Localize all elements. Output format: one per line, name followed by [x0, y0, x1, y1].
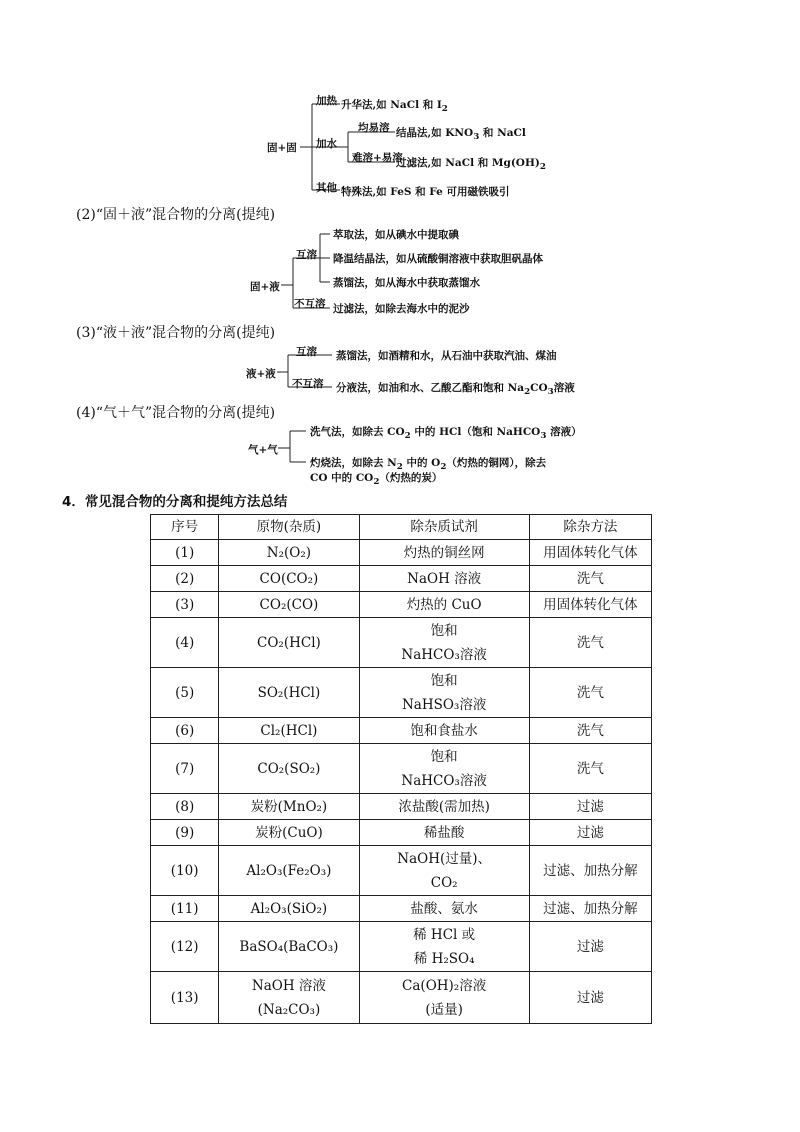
cell-reagent — [359, 618, 529, 668]
cell-method — [529, 846, 651, 896]
cell-reagent — [359, 972, 529, 1024]
cell-reagent-line: NaOH(过量)、 — [397, 850, 492, 867]
diagram4-root: 气+气 — [248, 444, 278, 456]
cell-original-line: 炭粉(CuO) — [255, 824, 323, 841]
cell-reagent — [359, 744, 529, 794]
cell-original — [219, 896, 359, 922]
cell-method-line: 过滤、加热分解 — [543, 862, 638, 879]
diagram2-miscible-label: 互溶 — [296, 249, 317, 261]
cell-original-line: CO(CO₂) — [259, 570, 319, 587]
cell-method-line: 洗气 — [576, 722, 604, 739]
cell-number — [151, 846, 219, 896]
cell-method-line: 洗气 — [576, 684, 604, 701]
cell-number-line: (6) — [175, 722, 195, 739]
cell-number-line: (7) — [175, 760, 195, 777]
cell-reagent-line: 稀 H₂SO₄ — [413, 950, 475, 967]
diagram1-root: 固+固 — [267, 142, 297, 154]
heading-solid-liquid: (2)“固＋液”混合物的分离(提纯) — [76, 207, 276, 223]
diagram4-burning-method-line2: CO 中的 $CO_2$（灼热的炭） — [310, 472, 443, 488]
cell-original-line: NaOH 溶液 — [251, 977, 326, 994]
cell-reagent-line: 饱和食盐水 — [410, 722, 478, 739]
cell-method — [529, 718, 651, 744]
separation-methods-table — [150, 514, 652, 1024]
diagram3-immiscible-label: 不互溶 — [292, 378, 324, 390]
table-row — [151, 668, 652, 718]
diagram1-sub-insoluble-method: 过滤法,如 NaCl 和 $Mg(OH)_2$ — [396, 157, 546, 173]
cell-method-line: 洗气 — [576, 760, 604, 777]
cell-method-line: 用固体转化气体 — [543, 596, 638, 613]
cell-number — [151, 896, 219, 922]
header-number: 序号 — [151, 515, 219, 540]
cell-original-line: CO₂(SO₂) — [257, 760, 321, 777]
cell-number — [151, 618, 219, 668]
diagram3-separation-method: 分液法，如油和水、乙酸乙酯和饱和 $Na_2CO_3$溶液 — [336, 382, 575, 398]
diagram3-distillation-method: 蒸馏法，如酒精和水，从石油中获取汽油、煤油 — [336, 350, 557, 362]
diagram1-sub-soluble-label: 均易溶 — [358, 122, 390, 134]
diagram1-branch-other-method: 特殊法,如 FeS 和 Fe 可用磁铁吸引 — [341, 186, 510, 198]
cell-number — [151, 922, 219, 972]
header-method: 除杂方法 — [529, 515, 651, 540]
cell-reagent — [359, 922, 529, 972]
cell-reagent-line: 饱和 — [430, 672, 458, 689]
cell-reagent-line: NaOH 溶液 — [407, 570, 482, 587]
cell-method — [529, 896, 651, 922]
cell-number-line: (9) — [175, 824, 195, 841]
cell-number — [151, 540, 219, 566]
cell-number — [151, 820, 219, 846]
table-row — [151, 744, 652, 794]
table-header-row — [151, 515, 652, 540]
cell-original-line: SO₂(HCl) — [257, 684, 321, 701]
cell-original — [219, 846, 359, 896]
cell-number-line: (8) — [175, 798, 195, 815]
diagram1-branch-other-label: 其他 — [316, 182, 337, 194]
cell-number — [151, 592, 219, 618]
cell-original — [219, 718, 359, 744]
cell-original-line: Al₂O₃(Fe₂O₃) — [246, 862, 332, 879]
diagram2-immiscible-label: 不互溶 — [294, 298, 326, 310]
diagram3-miscible-label: 互溶 — [296, 346, 317, 358]
diagram3-root: 液+液 — [246, 368, 276, 380]
cell-number-line: (11) — [170, 900, 199, 917]
cell-method — [529, 922, 651, 972]
cell-number — [151, 972, 219, 1024]
cell-method-line: 过滤 — [576, 989, 604, 1006]
cell-reagent — [359, 820, 529, 846]
cell-method — [529, 566, 651, 592]
cell-reagent — [359, 566, 529, 592]
cell-method — [529, 540, 651, 566]
cell-method — [529, 820, 651, 846]
cell-method — [529, 668, 651, 718]
cell-method — [529, 794, 651, 820]
table-row — [151, 718, 652, 744]
table-row — [151, 592, 652, 618]
cell-original-line: CO₂(HCl) — [257, 634, 321, 651]
cell-method-line: 洗气 — [576, 570, 604, 587]
header-reagent: 除杂质试剂 — [359, 515, 529, 540]
cell-original — [219, 794, 359, 820]
section-title-summary: 4．常见混合物的分离和提纯方法总结 — [62, 494, 288, 510]
cell-reagent-line: (适量) — [425, 1001, 463, 1018]
cell-reagent-line: Ca(OH)₂溶液 — [402, 977, 487, 994]
cell-reagent — [359, 592, 529, 618]
cell-number — [151, 566, 219, 592]
cell-reagent — [359, 718, 529, 744]
cell-original — [219, 592, 359, 618]
diagram2-item-distillation: 蒸馏法，如从海水中获取蒸馏水 — [333, 277, 480, 289]
table-row — [151, 922, 652, 972]
cell-method — [529, 618, 651, 668]
cell-original-line: Cl₂(HCl) — [260, 722, 318, 739]
cell-number — [151, 744, 219, 794]
cell-original — [219, 540, 359, 566]
cell-number-line: (10) — [170, 862, 199, 879]
cell-reagent-line: 浓盐酸(需加热) — [398, 798, 490, 815]
cell-original-line: (Na₂CO₃) — [257, 1001, 321, 1018]
cell-number-line: (5) — [175, 684, 195, 701]
cell-number — [151, 794, 219, 820]
cell-original-line: CO₂(CO) — [259, 596, 319, 613]
cell-number-line: (13) — [170, 989, 199, 1006]
header-original-substance: 原物(杂质) — [219, 515, 359, 540]
cell-reagent-line: NaHCO₃溶液 — [401, 772, 487, 789]
heading-gas-gas: (4)“气＋气”混合物的分离(提纯) — [76, 405, 276, 421]
diagram4-burning-method-line1: 灼烧法，如除去 $N_2$ 中的 $O_2$（灼热的铜网），除去 — [310, 457, 547, 473]
cell-number-line: (1) — [175, 544, 195, 561]
cell-original — [219, 668, 359, 718]
cell-original-line: BaSO₄(BaCO₃) — [239, 938, 339, 955]
cell-method-line: 用固体转化气体 — [543, 544, 638, 561]
cell-reagent-line: CO₂ — [430, 874, 458, 891]
table-row — [151, 972, 652, 1024]
cell-method-line: 过滤 — [576, 798, 604, 815]
diagram1-sub-soluble-method: 结晶法,如 $KNO_3$ 和 NaCl — [396, 127, 526, 143]
cell-method-line: 过滤 — [576, 938, 604, 955]
cell-number-line: (12) — [170, 938, 199, 955]
table-row — [151, 846, 652, 896]
diagram1-branch-water-label: 加水 — [316, 138, 337, 150]
cell-number — [151, 668, 219, 718]
diagram2-root: 固+液 — [250, 281, 280, 293]
cell-number-line: (4) — [175, 634, 195, 651]
cell-number-line: (2) — [175, 570, 195, 587]
cell-method-line: 洗气 — [576, 634, 604, 651]
cell-original — [219, 566, 359, 592]
cell-method — [529, 972, 651, 1024]
diagram1-branch-heat-label: 加热 — [316, 95, 337, 107]
table-row — [151, 566, 652, 592]
cell-method — [529, 744, 651, 794]
cell-reagent-line: 饱和 — [430, 748, 458, 765]
table-body — [151, 540, 652, 1024]
diagram2-item-extraction: 萃取法，如从碘水中提取碘 — [333, 229, 459, 241]
cell-method-line: 过滤、加热分解 — [543, 900, 638, 917]
diagram1-branch-heat-method: 升华法,如 NaCl 和 $I_2$ — [341, 99, 448, 115]
table-row — [151, 896, 652, 922]
cell-reagent-line: 稀 HCl 或 — [413, 926, 476, 943]
cell-original — [219, 972, 359, 1024]
cell-reagent-line: 盐酸、氨水 — [410, 900, 478, 917]
cell-original — [219, 618, 359, 668]
table-row — [151, 618, 652, 668]
heading-liquid-liquid: (3)“液＋液”混合物的分离(提纯) — [76, 325, 276, 341]
diagram2-item-crystallization: 降温结晶法，如从硫酸铜溶液中获取胆矾晶体 — [333, 253, 543, 265]
table-row — [151, 794, 652, 820]
diagram1-sub-insoluble-label: 难溶+易溶 — [352, 152, 403, 164]
cell-reagent-line: 稀盐酸 — [423, 824, 465, 841]
cell-reagent — [359, 668, 529, 718]
diagram2-item-filtration: 过滤法，如除去海水中的泥沙 — [333, 303, 470, 315]
cell-original — [219, 744, 359, 794]
table-row — [151, 540, 652, 566]
cell-reagent-line: NaHCO₃溶液 — [401, 646, 487, 663]
cell-reagent — [359, 540, 529, 566]
diagram4-gas-washing-method: 洗气法，如除去 $CO_2$ 中的 HCl（饱和 NaHCO$_3$ 溶液） — [310, 426, 582, 442]
table-row — [151, 820, 652, 846]
cell-original — [219, 922, 359, 972]
cell-reagent — [359, 794, 529, 820]
cell-reagent-line: 灼热的 CuO — [406, 596, 482, 613]
cell-reagent-line: NaHSO₃溶液 — [401, 696, 487, 713]
cell-original-line: 炭粉(MnO₂) — [250, 798, 328, 815]
cell-number — [151, 718, 219, 744]
cell-reagent-line: 灼热的铜丝网 — [403, 544, 485, 561]
cell-original-line: Al₂O₃(SiO₂) — [250, 900, 328, 917]
cell-reagent-line: 饱和 — [430, 622, 458, 639]
cell-method — [529, 592, 651, 618]
cell-number-line: (3) — [175, 596, 195, 613]
cell-reagent — [359, 896, 529, 922]
cell-method-line: 过滤 — [576, 824, 604, 841]
cell-reagent — [359, 846, 529, 896]
cell-original — [219, 820, 359, 846]
cell-original-line: N₂(O₂) — [266, 544, 312, 561]
